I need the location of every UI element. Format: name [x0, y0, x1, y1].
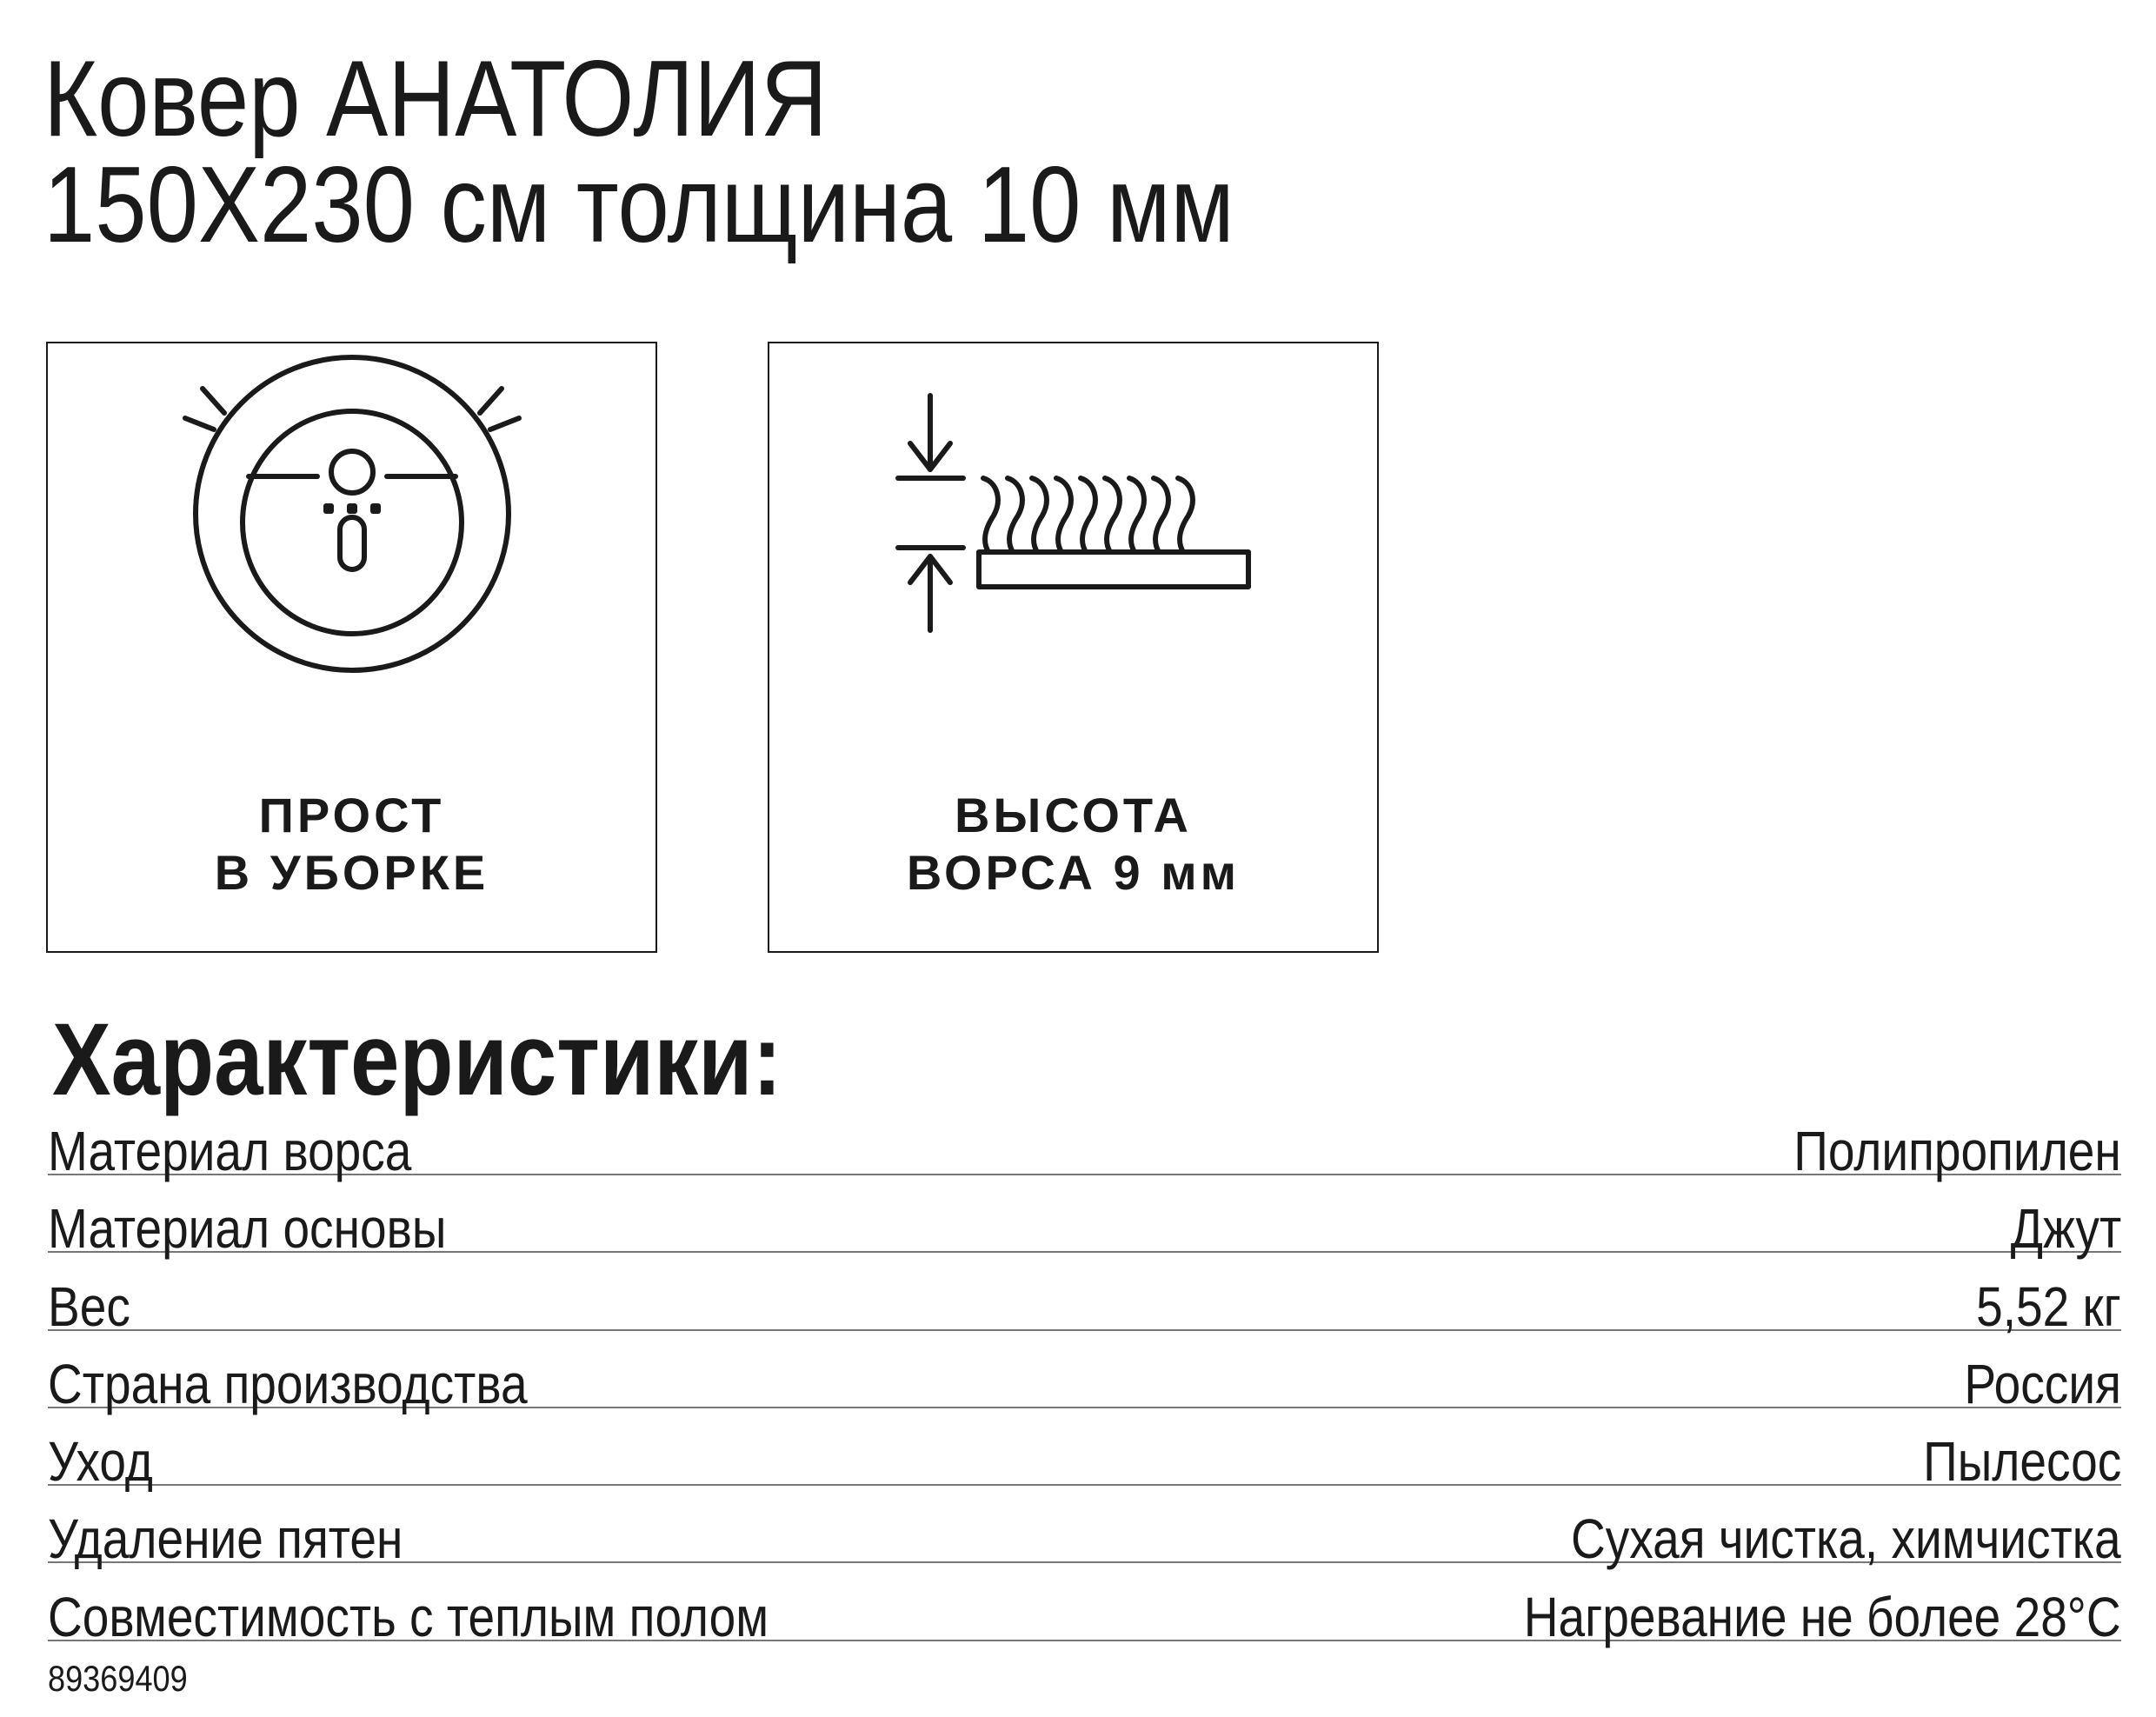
feature-label-line-1: ПРОСТ [258, 788, 445, 842]
spec-label-text: Материал ворса [48, 1120, 412, 1182]
feature-label-easy-cleaning [48, 787, 655, 902]
spec-row-country [48, 1331, 2121, 1415]
spec-value-text: Джут [2010, 1197, 2121, 1260]
spec-label [48, 1353, 605, 1415]
feature-card-easy-cleaning [46, 342, 657, 953]
spec-label-text: Страна производства [48, 1353, 528, 1415]
spec-value-text: Полипропилен [1793, 1120, 2121, 1182]
feature-card-pile-height [768, 342, 1379, 953]
product-title-dimensions: 150X230 см толщина 10 мм [43, 145, 1234, 265]
product-title-line-2 [43, 145, 1428, 265]
spec-value-text: Сухая чистка, химчистка [1571, 1507, 2121, 1570]
spec-row-pile-material [48, 1098, 2121, 1182]
spec-row-weight [48, 1254, 2121, 1338]
product-code [48, 1660, 210, 1697]
spec-value-text: Россия [1964, 1353, 2121, 1415]
spec-value [1891, 1430, 2121, 1493]
spec-label [48, 1275, 143, 1338]
feature-label-line-2: ВОРСА 9 мм [906, 845, 1241, 900]
spec-label [48, 1507, 461, 1570]
spec-value [1740, 1120, 2121, 1182]
spec-label [48, 1586, 886, 1648]
spec-value [1993, 1197, 2121, 1260]
spec-value-text: 5,52 кг [1976, 1275, 2121, 1338]
product-title-name: Ковер АНАТОЛИЯ [43, 39, 828, 159]
spec-label-text: Уход [48, 1430, 153, 1493]
spec-row-underfloor-heating [48, 1564, 2121, 1648]
product-title-line-1 [43, 39, 955, 159]
specs-heading [52, 1002, 901, 1117]
spec-label-text: Вес [48, 1275, 130, 1338]
spec-value [1953, 1275, 2121, 1338]
spec-value [1481, 1507, 2121, 1570]
product-code-text: 89369409 [48, 1658, 188, 1699]
spec-value [1939, 1353, 2121, 1415]
spec-value-text: Нагревание не более 28°С [1524, 1586, 2121, 1648]
spec-value [1427, 1586, 2121, 1648]
spec-label-text: Совместимость с теплым полом [48, 1586, 769, 1648]
spec-value-text: Пылесос [1922, 1430, 2121, 1493]
spec-label [48, 1120, 471, 1182]
spec-label-text: Материал основы [48, 1197, 447, 1260]
spec-row-base-material [48, 1175, 2121, 1260]
spec-row-care [48, 1408, 2121, 1493]
spec-label [48, 1197, 511, 1260]
spec-row-stain-removal [48, 1486, 2121, 1570]
feature-label-line-2: В УБОРКЕ [214, 845, 489, 900]
spec-label [48, 1430, 170, 1493]
spec-label-text: Удаление пятен [48, 1507, 403, 1570]
specs-heading-text: Характеристики: [52, 1002, 782, 1117]
feature-label-pile-height [769, 787, 1377, 902]
feature-label-line-1: ВЫСОТА [955, 788, 1192, 842]
